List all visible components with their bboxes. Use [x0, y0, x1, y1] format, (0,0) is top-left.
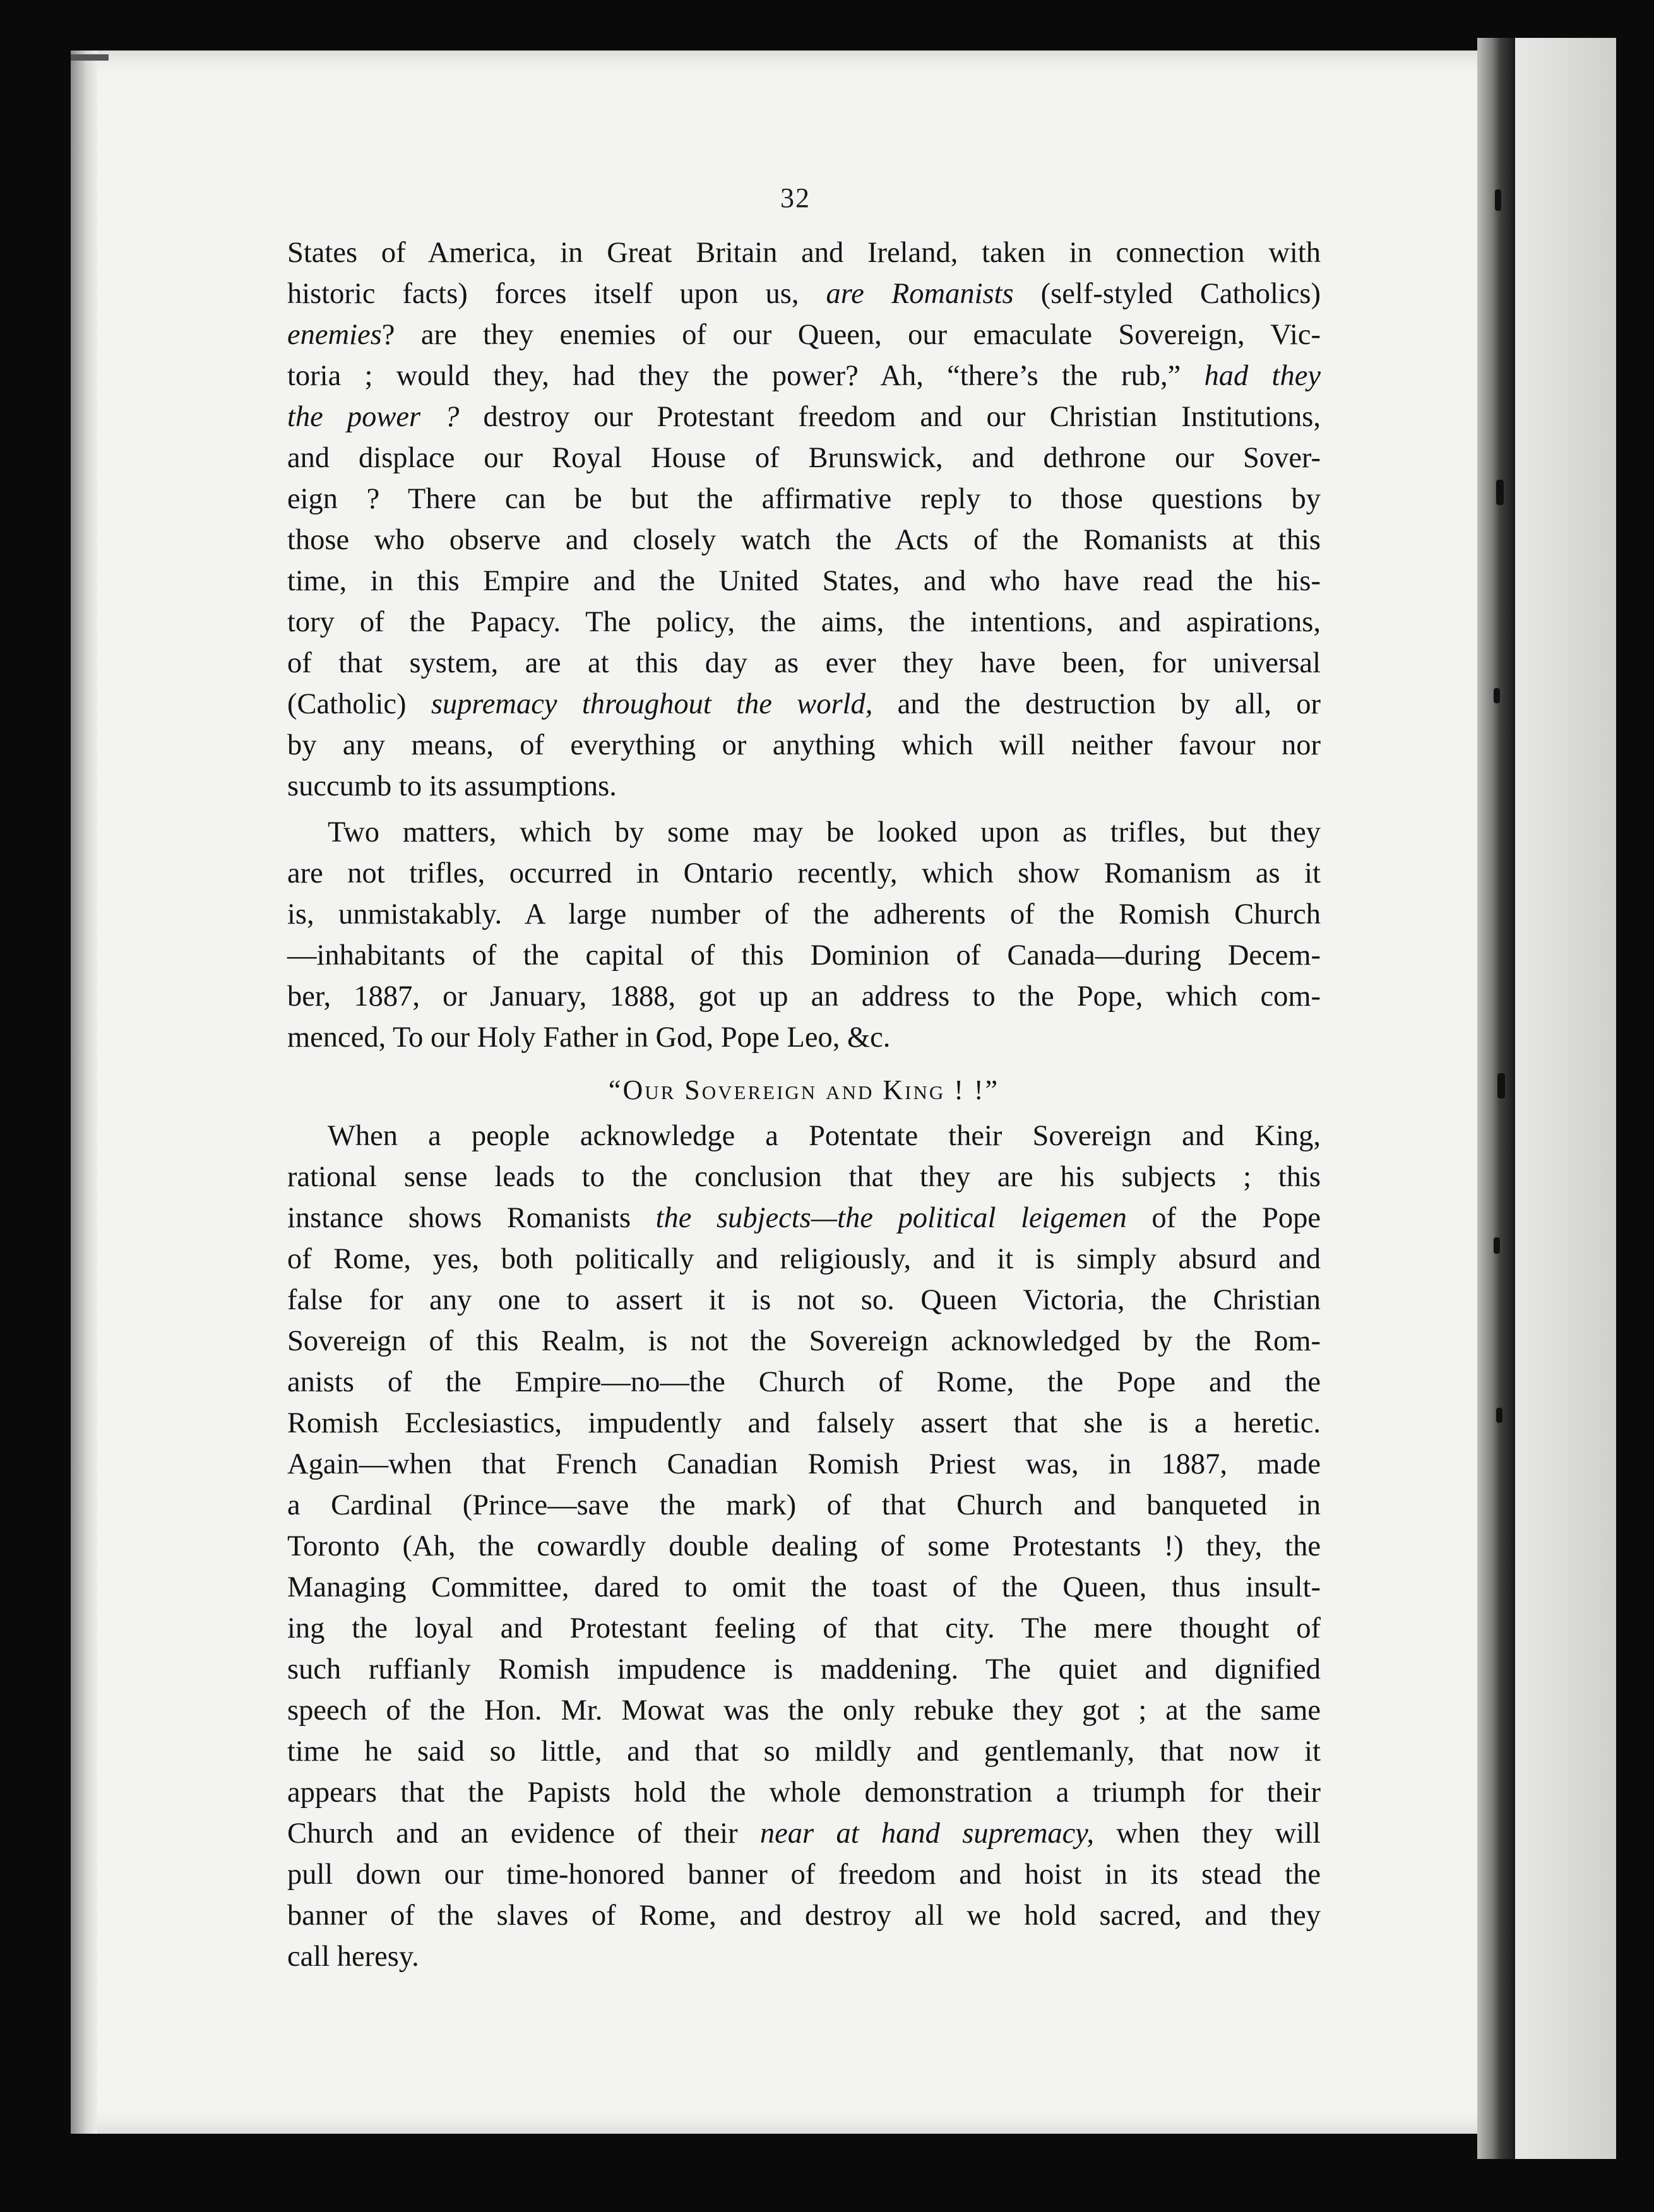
- text-line: appears that the Papists hold the whole demonstration a triumph for their: [287, 1776, 1321, 1809]
- text-line: by any means, of everything or anything which will neither favour nor: [287, 729, 1321, 761]
- italic-phrase: supremacy throughout the world,: [431, 688, 873, 720]
- text-line: Toronto (Ah, the cowardly double dealing of some Protestants !) they, the: [287, 1530, 1321, 1562]
- binding-mark: [1497, 1073, 1505, 1098]
- section-heading: “Our Sovereign and King ! !”: [608, 1074, 1000, 1105]
- binding-mark: [1495, 189, 1501, 211]
- scan-right-border: [1616, 0, 1654, 2212]
- text-line: Romish Ecclesiastics, impudently and falsely assert that she is a heretic.: [287, 1407, 1321, 1439]
- text-line: tory of the Papacy. The policy, the aims, the intentions, and aspirations,: [287, 606, 1321, 638]
- adjacent-page-edge: [1515, 38, 1616, 2159]
- text-line: time, in this Empire and the United States, and who have read the his-: [287, 565, 1321, 597]
- text-line: ing the loyal and Protestant feeling of that city. The mere thought of: [287, 1612, 1321, 1644]
- text-line: Sovereign of this Realm, is not the Sovereign acknowledged by the Rom-: [287, 1325, 1321, 1357]
- italic-phrase: had they: [1204, 360, 1321, 392]
- text-line: Church and an evidence of their near at hand supremacy, when they will: [287, 1817, 1321, 1850]
- text-line: (Catholic) supremacy throughout the world, and the destruction by all, or: [287, 688, 1321, 720]
- text-line: eign ? There can be but the affirmative reply to those questions by: [287, 483, 1321, 515]
- text-line: States of America, in Great Britain and Ireland, taken in connection with: [287, 237, 1321, 269]
- text-line: the power ? destroy our Protestant freedom and our Christian Institutions,: [287, 401, 1321, 433]
- text-line: are not trifles, occurred in Ontario recently, which show Romanism as it: [287, 857, 1321, 889]
- page-corner-mark: [71, 54, 109, 61]
- italic-phrase: the subjects—the political leigemen: [655, 1202, 1127, 1234]
- book-binding: [1477, 38, 1515, 2159]
- binding-mark: [1496, 480, 1504, 505]
- text-line: false for any one to assert it is not so. Queen Victoria, the Christian: [287, 1284, 1321, 1316]
- italic-phrase: the power ?: [287, 401, 460, 433]
- text-line: those who observe and closely watch the Acts of the Romanists at this: [287, 524, 1321, 556]
- italic-phrase: are Romanists: [826, 278, 1014, 310]
- text-line: ber, 1887, or January, 1888, got up an address to the Pope, which com-: [287, 980, 1321, 1013]
- text-line: banner of the slaves of Rome, and destroy all we hold sacred, and they: [287, 1900, 1321, 1932]
- paragraph-1: [287, 232, 1321, 807]
- page-number: 32: [780, 182, 811, 213]
- text-line: Two matters, which by some may be looked upon as trifles, but they: [328, 816, 1321, 848]
- text-line: a Cardinal (Prince—save the mark) of that Church and banqueted in: [287, 1489, 1321, 1521]
- text-line: of Rome, yes, both politically and religiously, and it is simply absurd and: [287, 1243, 1321, 1275]
- text-line: Managing Committee, dared to omit the toast of the Queen, thus insult-: [287, 1571, 1321, 1603]
- text-line: menced, To our Holy Father in God, Pope Leo, &c.: [287, 1021, 891, 1054]
- text-line: is, unmistakably. A large number of the adherents of the Romish Church: [287, 898, 1321, 931]
- binding-mark: [1494, 1237, 1500, 1254]
- text-line: succumb to its assumptions.: [287, 770, 617, 802]
- page-left-edge: [71, 51, 97, 2134]
- text-line: anists of the Empire—no—the Church of Rome, the Pope and the: [287, 1366, 1321, 1398]
- body-text: [287, 232, 1321, 1977]
- text-line: pull down our time-honored banner of freedom and hoist in its stead the: [287, 1858, 1321, 1891]
- text-line: such ruffianly Romish impudence is maddening. The quiet and dignified: [287, 1653, 1321, 1686]
- text-line: When a people acknowledge a Potentate their Sovereign and King,: [328, 1120, 1321, 1152]
- italic-phrase: near at hand supremacy,: [759, 1817, 1094, 1850]
- paragraph-3: [287, 1115, 1321, 1157]
- paragraph-2-cont: [287, 853, 1321, 1058]
- text-line: enemies? are they enemies of our Queen, our emaculate Sovereign, Vic-: [287, 319, 1321, 351]
- text-line: instance shows Romanists the subjects—the political leigemen of the Pope: [287, 1202, 1321, 1234]
- text-line: Again—when that French Canadian Romish Priest was, in 1887, made: [287, 1448, 1321, 1480]
- text-line: call heresy.: [287, 1941, 419, 1973]
- text-line: historic facts) forces itself upon us, are Romanists (self-styled Catholics): [287, 278, 1321, 310]
- text-line: —inhabitants of the capital of this Dominion of Canada—during Decem-: [287, 939, 1321, 972]
- text-line: rational sense leads to the conclusion that they are his subjects ; this: [287, 1161, 1321, 1193]
- paragraph-3-cont: [287, 1157, 1321, 1977]
- text-line: of that system, are at this day as ever they have been, for universal: [287, 647, 1321, 679]
- text-line: time he said so little, and that so mildly and gentlemanly, that now it: [287, 1735, 1321, 1768]
- paragraph-2: [287, 812, 1321, 853]
- text-line: and displace our Royal House of Brunswick, and dethrone our Sover-: [287, 442, 1321, 474]
- text-line: speech of the Hon. Mr. Mowat was the only rebuke they got ; at the same: [287, 1694, 1321, 1727]
- text-line: toria ; would they, had they the power? Ah, “there’s the rub,” had they: [287, 360, 1321, 392]
- italic-phrase: enemies: [287, 319, 382, 351]
- binding-mark: [1494, 688, 1500, 703]
- binding-mark: [1496, 1408, 1502, 1423]
